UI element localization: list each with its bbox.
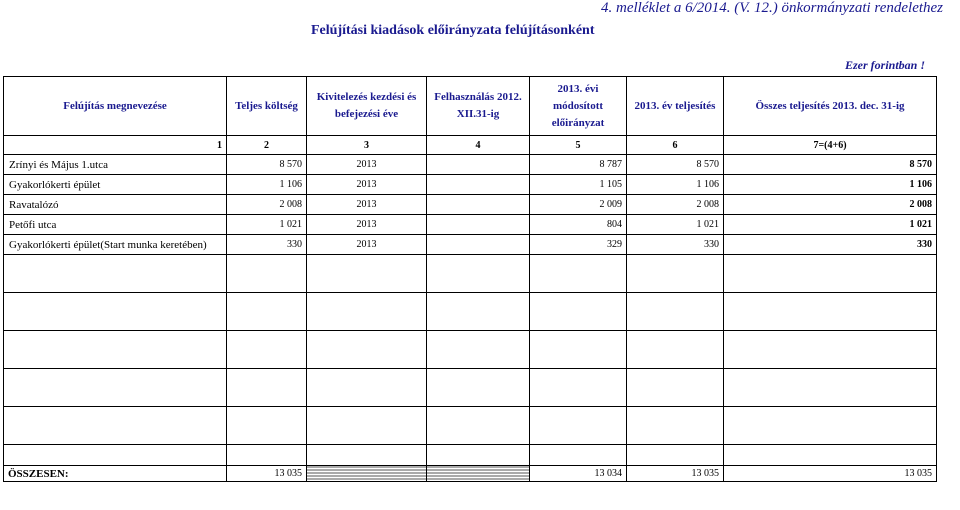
row-years: 2013: [307, 175, 427, 195]
row-sum: 1 021: [724, 215, 937, 235]
totals-row: [4, 466, 937, 482]
row-years: 2013: [307, 235, 427, 255]
totals-performance: 13 035: [627, 466, 724, 482]
row-used: [427, 195, 530, 215]
col-header-budget: 2013. évi módosított előirányzat: [530, 77, 627, 136]
table-row: [4, 235, 937, 255]
col-number: [4, 136, 227, 155]
row-budget: 8 787: [530, 155, 627, 175]
row-name: Petőfi utca: [4, 215, 227, 235]
row-years: 2013: [307, 155, 427, 175]
table-row: [4, 195, 937, 215]
empty-row: [4, 293, 937, 331]
row-name: Gyakorlókerti épület: [4, 175, 227, 195]
row-name: Ravatalózó: [4, 195, 227, 215]
col-number: 7=(4+6): [724, 136, 937, 155]
row-name: Zrínyi és Május 1.utca: [4, 155, 227, 175]
annex-reference: 4. melléklet a 6/2014. (V. 12.) önkormányzati rendelethez: [601, 0, 944, 16]
totals-label: ÖSSZESEN:: [4, 466, 227, 482]
row-performance: 2 008: [627, 195, 724, 215]
row-total-cost: 2 008: [227, 195, 307, 215]
row-used: [427, 215, 530, 235]
empty-row: [4, 255, 937, 293]
row-years: 2013: [307, 195, 427, 215]
col-number: 1: [217, 139, 222, 151]
col-header-used: Felhasználás 2012. XII.31-ig: [427, 77, 530, 136]
totals-total-cost: 13 035: [227, 466, 307, 482]
row-name: Gyakorlókerti épület(Start munka keretében): [4, 235, 227, 255]
row-years: 2013: [307, 215, 427, 235]
row-sum: 1 106: [724, 175, 937, 195]
row-budget: 2 009: [530, 195, 627, 215]
row-used: [427, 175, 530, 195]
col-header-total-cost: Teljes költség: [227, 77, 307, 136]
totals-budget: 13 034: [530, 466, 627, 482]
col-header-total-performance: Összes teljesítés 2013. dec. 31-ig: [724, 77, 937, 136]
empty-row: [4, 407, 937, 445]
totals-years-hatched: [307, 466, 427, 482]
row-total-cost: 8 570: [227, 155, 307, 175]
header-row: [4, 77, 937, 136]
row-total-cost: 1 106: [227, 175, 307, 195]
col-header-name: Felújítás megnevezése: [4, 77, 227, 136]
row-performance: 330: [627, 235, 724, 255]
row-used: [427, 155, 530, 175]
col-number: 6: [627, 136, 724, 155]
col-number: 3: [307, 136, 427, 155]
empty-row: [4, 369, 937, 407]
document-title: Felújítási kiadások előirányzata felújításonként: [311, 23, 595, 38]
row-used: [427, 235, 530, 255]
row-total-cost: 1 021: [227, 215, 307, 235]
col-number: 2: [227, 136, 307, 155]
row-budget: 804: [530, 215, 627, 235]
row-budget: 1 105: [530, 175, 627, 195]
column-number-row: [4, 136, 937, 155]
empty-row: [4, 331, 937, 369]
col-number: 4: [427, 136, 530, 155]
table-row: [4, 175, 937, 195]
col-number: 5: [530, 136, 627, 155]
col-header-performance: 2013. év teljesítés: [627, 77, 724, 136]
unit-note: Ezer forintban !: [845, 58, 926, 72]
row-sum: 330: [724, 235, 937, 255]
row-performance: 1 021: [627, 215, 724, 235]
row-sum: 2 008: [724, 195, 937, 215]
row-sum: 8 570: [724, 155, 937, 175]
col-header-years: Kivitelezés kezdési és befejezési éve: [307, 77, 427, 136]
renovation-table: [3, 76, 937, 482]
row-performance: 1 106: [627, 175, 724, 195]
table-row: [4, 155, 937, 175]
row-performance: 8 570: [627, 155, 724, 175]
row-total-cost: 330: [227, 235, 307, 255]
totals-used-hatched: [427, 466, 530, 482]
row-budget: 329: [530, 235, 627, 255]
table-row: [4, 215, 937, 235]
totals-sum: 13 035: [724, 466, 937, 482]
empty-row: [4, 445, 937, 466]
